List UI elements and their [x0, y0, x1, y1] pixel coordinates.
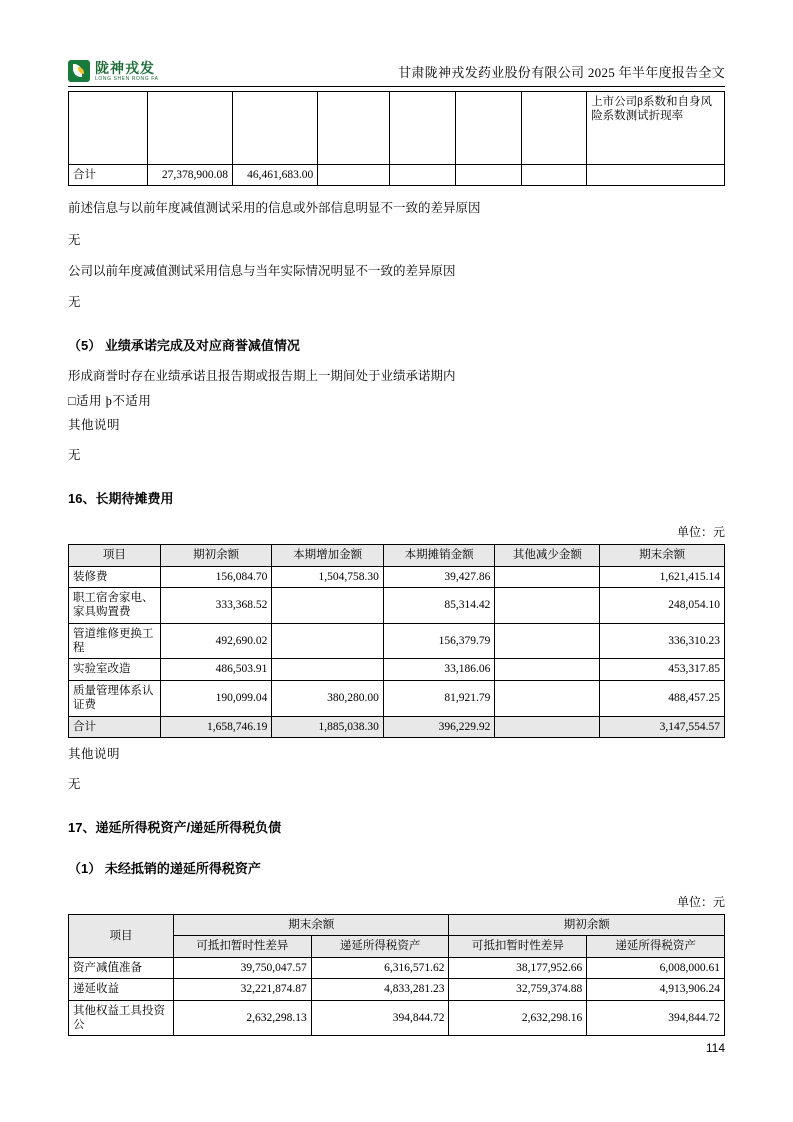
table-header-row-group — [69, 915, 725, 936]
table-row — [69, 623, 725, 659]
paragraph-difference-reason-1: 前述信息与以前年度减值测试采用的信息或外部信息明显不一致的差异原因 — [68, 201, 481, 216]
row-amort: 39,427.86 — [383, 566, 495, 587]
top-table-block — [68, 91, 725, 186]
col-amortization: 本期摊销金额 — [383, 545, 495, 566]
row-add: 380,280.00 — [272, 680, 384, 716]
section-5-other-label: 其他说明 — [68, 418, 121, 432]
row-other — [495, 680, 600, 716]
section-16-heading: 16、长期待摊费用 — [68, 491, 174, 507]
row-c3: 38,177,952.66 — [449, 957, 587, 978]
row-item: 递延收益 — [69, 979, 174, 1000]
table-row-total — [69, 716, 725, 737]
col-increase: 本期增加金额 — [272, 545, 384, 566]
row-item: 管道维修更换工程 — [69, 623, 161, 659]
table-header-row — [69, 545, 725, 566]
cell-empty-7 — [521, 92, 587, 165]
cell-empty-1 — [69, 92, 148, 165]
col-begin-deductible-difference: 可抵扣暂时性差异 — [449, 936, 587, 957]
long-term-deferred-expenses-table — [68, 544, 725, 738]
row-item: 其他权益工具投资公 — [69, 1000, 174, 1036]
goodwill-impairment-table — [68, 91, 725, 186]
row-end: 488,457.25 — [600, 680, 725, 716]
row-c4: 4,913,906.24 — [587, 979, 725, 1000]
col-item: 项目 — [69, 545, 161, 566]
table-row — [69, 680, 725, 716]
row-begin: 1,658,746.19 — [160, 716, 272, 737]
row-item: 质量管理体系认证费 — [69, 680, 161, 716]
row-end: 248,054.10 — [600, 587, 725, 623]
row-other — [495, 566, 600, 587]
row-item: 职工宿舍家电、家具购置费 — [69, 587, 161, 623]
row-item: 合计 — [69, 716, 161, 737]
col-group-begin-balance: 期初余额 — [449, 915, 725, 936]
table-row — [69, 659, 725, 680]
row-item: 实验室改造 — [69, 659, 161, 680]
table-row — [69, 957, 725, 978]
table-row — [69, 587, 725, 623]
col-begin-balance: 期初余额 — [160, 545, 272, 566]
row-begin: 333,368.52 — [160, 587, 272, 623]
col-end-deferred-tax-asset: 递延所得税资产 — [311, 936, 449, 957]
row-begin: 156,084.70 — [160, 566, 272, 587]
cell-empty-3 — [232, 92, 317, 165]
row-c3: 2,632,298.16 — [449, 1000, 587, 1036]
col-begin-deferred-tax-asset: 递延所得税资产 — [587, 936, 725, 957]
row-c1: 39,750,047.57 — [173, 957, 311, 978]
col-group-end-balance: 期末余额 — [173, 915, 449, 936]
logo-icon — [68, 60, 90, 82]
row-begin: 486,503.91 — [160, 659, 272, 680]
row-c1: 32,221,874.87 — [173, 979, 311, 1000]
paragraph-difference-reason-2: 公司以前年度减值测试采用信息与当年实际情况明显不一致的差异原因 — [68, 263, 456, 278]
col-end-balance: 期末余额 — [600, 545, 725, 566]
col-item: 项目 — [69, 915, 174, 958]
company-logo — [68, 60, 159, 82]
row-end: 3,147,554.57 — [600, 716, 725, 737]
header-title: 甘肃陇神戎发药业股份有限公司 2025 年半年度报告全文 — [398, 65, 725, 80]
row-add — [272, 587, 384, 623]
section-5-applicability-options[interactable]: □适用 þ不适用 — [68, 394, 152, 408]
cell-empty-5 — [390, 92, 456, 165]
section-17-subheading: （1） 未经抵销的递延所得税资产 — [68, 861, 261, 876]
row-add — [272, 659, 384, 680]
row-end: 1,621,415.14 — [600, 566, 725, 587]
cell-total-col4 — [390, 165, 456, 186]
section-5-other-answer: 无 — [68, 448, 81, 462]
section-16-other-answer: 无 — [68, 776, 81, 791]
cell-empty-6 — [456, 92, 522, 165]
cell-total-col1: 27,378,900.08 — [147, 165, 232, 186]
table-row — [69, 566, 725, 587]
row-add: 1,504,758.30 — [272, 566, 384, 587]
cell-empty-2 — [147, 92, 232, 165]
row-other — [495, 623, 600, 659]
page-header — [68, 40, 725, 87]
section-5-description: 形成商誉时存在业绩承诺且报告期或报告期上一期间处于业绩承诺期内 — [68, 368, 456, 383]
row-item: 装修费 — [69, 566, 161, 587]
deferred-tax-assets-table — [68, 914, 725, 1036]
row-c1: 2,632,298.13 — [173, 1000, 311, 1036]
paragraph-answer-1: 无 — [68, 232, 81, 247]
table-row — [69, 979, 725, 1000]
logo-text — [95, 61, 159, 82]
row-amort: 81,921.79 — [383, 680, 495, 716]
cell-total-col5 — [456, 165, 522, 186]
row-add — [272, 623, 384, 659]
row-end: 453,317.85 — [600, 659, 725, 680]
row-other — [495, 659, 600, 680]
logo-english-name: LONG SHEN RONG FA — [95, 75, 159, 82]
table-row — [69, 165, 725, 186]
page-content — [68, 40, 725, 1036]
cell-total-label: 合计 — [69, 165, 148, 186]
logo-chinese-name: 陇神戎发 — [95, 59, 155, 76]
row-c2: 4,833,281.23 — [311, 979, 449, 1000]
col-other-decrease: 其他减少金额 — [495, 545, 600, 566]
row-item: 资产减值准备 — [69, 957, 174, 978]
section-5-heading: （5） 业绩承诺完成及对应商誉减值情况 — [68, 337, 300, 353]
row-c4: 6,008,000.61 — [587, 957, 725, 978]
row-c2: 394,844.72 — [311, 1000, 449, 1036]
row-begin: 492,690.02 — [160, 623, 272, 659]
paragraph-answer-2: 无 — [68, 294, 81, 309]
row-c4: 394,844.72 — [587, 1000, 725, 1036]
cell-discount-rate-note: 上市公司β系数和自身风险系数测试折现率 — [587, 92, 725, 165]
cell-total-col6 — [521, 165, 587, 186]
cell-total-col2: 46,461,683.00 — [232, 165, 317, 186]
page-number: 114 — [705, 1041, 725, 1055]
col-end-deductible-difference: 可抵扣暂时性差异 — [173, 936, 311, 957]
section-17-heading: 17、递延所得税资产/递延所得税负债 — [68, 820, 282, 835]
row-c2: 6,316,571.62 — [311, 957, 449, 978]
cell-total-col3 — [318, 165, 390, 186]
row-amort: 396,229.92 — [383, 716, 495, 737]
row-other — [495, 587, 600, 623]
table-row — [69, 92, 725, 165]
row-amort: 33,186.06 — [383, 659, 495, 680]
row-begin: 190,099.04 — [160, 680, 272, 716]
row-c3: 32,759,374.88 — [449, 979, 587, 1000]
row-other — [495, 716, 600, 737]
section-16-unit: 单位：元 — [676, 525, 725, 540]
cell-empty-4 — [318, 92, 390, 165]
cell-total-col7 — [587, 165, 725, 186]
row-amort: 85,314.42 — [383, 587, 495, 623]
table-row — [69, 1000, 725, 1036]
row-end: 336,310.23 — [600, 623, 725, 659]
row-add: 1,885,038.30 — [272, 716, 384, 737]
row-amort: 156,379.79 — [383, 623, 495, 659]
section-17-unit: 单位：元 — [676, 895, 725, 909]
section-16-other-label: 其他说明 — [68, 746, 121, 761]
